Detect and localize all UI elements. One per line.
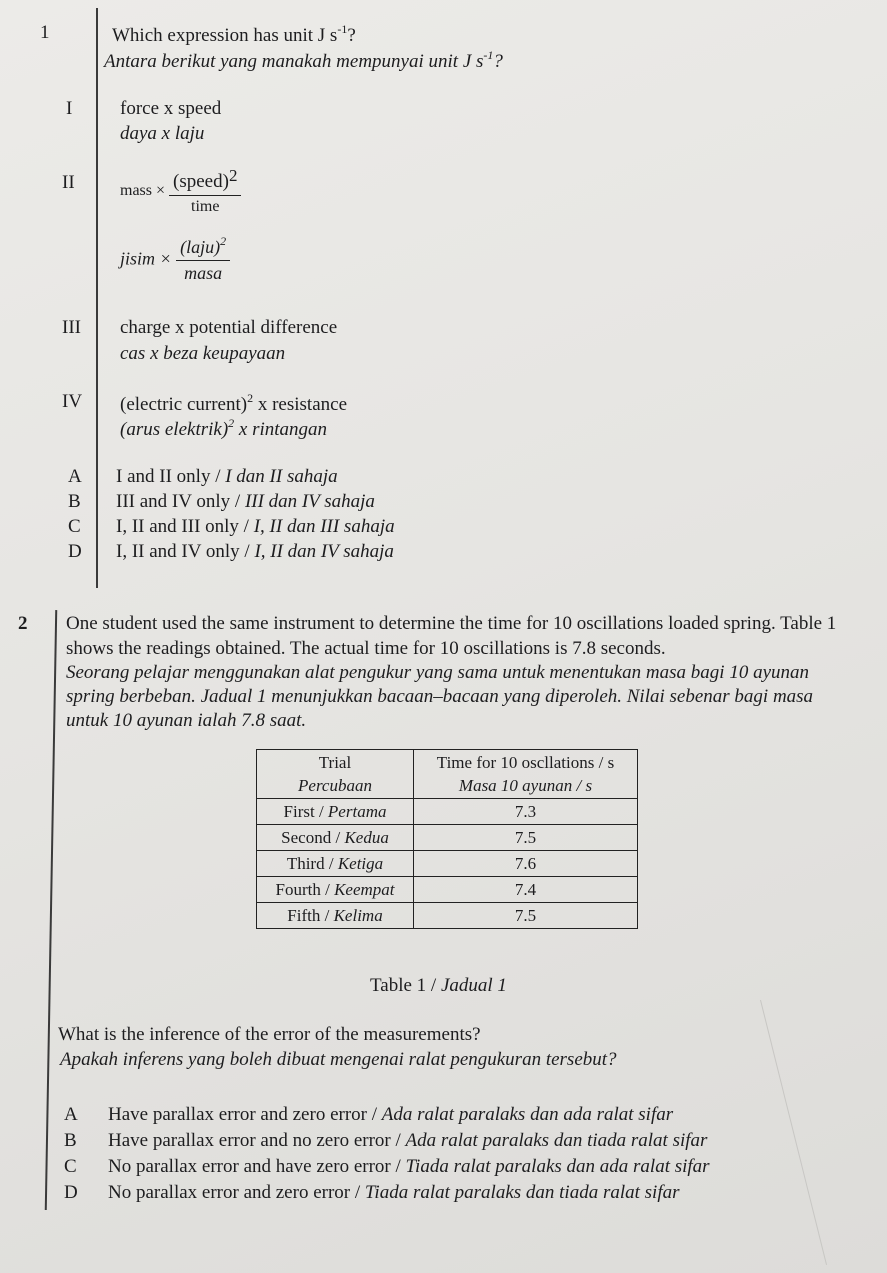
- statement-iii-en: charge x potential difference: [120, 317, 338, 338]
- time-cell: 7.3: [414, 799, 638, 825]
- statement-iii-ms: cas x beza keupayaan: [120, 343, 286, 364]
- table-row: [257, 799, 638, 825]
- time-cell: 7.4: [414, 877, 638, 903]
- statement-iv-en: (electric current)$^2$ x resistance: [120, 391, 348, 415]
- table-header-row: [257, 750, 638, 799]
- statement-number-i: I: [66, 98, 73, 119]
- question-2-stem-en: What is the inference of the error of the measurements?: [58, 1024, 481, 1045]
- q1-option-b[interactable]: B III and IV only / III dan IV sahaja: [68, 491, 375, 512]
- trial-cell: Fifth / Kelima: [257, 903, 414, 929]
- q1-option-a[interactable]: A I and II only / I dan II sahaja: [68, 466, 338, 487]
- trial-cell: Fourth / Keempat: [257, 877, 414, 903]
- q1-option-c[interactable]: C I, II and III only / I, II dan III sahaja: [68, 516, 395, 537]
- question-2-para-en-line2: shows the readings obtained. The actual time for 10 oscillations is 7.8 seconds.: [66, 638, 666, 659]
- trial-cell: First / Pertama: [257, 799, 414, 825]
- q2-option-b[interactable]: B Have parallax error and no zero error / Ada ralat paralaks dan tiada ralat sifar: [64, 1130, 708, 1151]
- statement-ii-fraction-en: $\frac{\text{(speed)2}}{\text{time}}$: [169, 166, 241, 216]
- margin-rule-q2: [45, 610, 57, 1210]
- statement-iv-ms: (arus elektrik)$^2$ x rintangan: [120, 416, 328, 440]
- time-cell: 7.5: [414, 825, 638, 851]
- statement-ii-en: mass × $\frac{\text{(speed)2}}{\text{time}}$: [120, 166, 241, 216]
- trial-cell: Second / Kedua: [257, 825, 414, 851]
- header-trial: Trial Percubaan: [257, 750, 414, 799]
- page-fold-line: [760, 1000, 827, 1265]
- q2-option-d[interactable]: D No parallax error and zero error / Tiada ralat paralaks dan tiada ralat sifar: [64, 1182, 680, 1203]
- readings-table: [256, 749, 638, 929]
- question-2-para-ms-line2: spring berbeban. Jadual 1 menunjukkan bacaan–bacaan yang diperoleh. Nilai sebenar bagi masa: [66, 686, 814, 707]
- question-2-para-ms-line1: Seorang pelajar menggunakan alat pengukur yang sama untuk menentukan masa bagi 10 ayunan: [66, 662, 810, 683]
- table-row: [257, 825, 638, 851]
- question-1-stem-en: Which expression has unit J $s^{-1}$?: [112, 22, 356, 46]
- header-time: Time for 10 oscllations / s Masa 10 ayunan / s: [414, 750, 638, 799]
- trial-cell: Third / Ketiga: [257, 851, 414, 877]
- q2-option-a[interactable]: A Have parallax error and zero error / Ada ralat paralaks dan ada ralat sifar: [64, 1104, 674, 1125]
- q2-option-c[interactable]: C No parallax error and have zero error / Tiada ralat paralaks dan ada ralat sifar: [64, 1156, 710, 1177]
- table-caption: Table 1 / Jadual 1: [370, 975, 507, 996]
- question-2-number: 2: [18, 613, 28, 634]
- question-1-stem-ms: Antara berikut yang manakah mempunyai unit J $s^{-1}$?: [104, 48, 503, 72]
- statement-i-ms: daya x laju: [120, 123, 205, 144]
- table-row: [257, 877, 638, 903]
- statement-number-iv: IV: [62, 391, 83, 412]
- statement-i-en: force x speed: [120, 98, 222, 119]
- time-cell: 7.6: [414, 851, 638, 877]
- q1-option-d[interactable]: D I, II and IV only / I, II dan IV sahaja: [68, 541, 394, 562]
- table-row: [257, 903, 638, 929]
- question-2-stem-ms: Apakah inferens yang boleh dibuat mengenai ralat pengukuran tersebut?: [60, 1049, 617, 1070]
- statement-number-iii: III: [62, 317, 81, 338]
- table-row: [257, 851, 638, 877]
- statement-ii-ms: jisim × $\frac{(laju)^2}{\text{masa}}$: [120, 234, 230, 284]
- statement-number-ii: II: [62, 172, 75, 193]
- time-cell: 7.5: [414, 903, 638, 929]
- question-2-para-ms-line3: untuk 10 ayunan ialah 7.8 saat.: [66, 710, 307, 731]
- question-2-para-en-line1: One student used the same instrument to determine the time for 10 oscillations loaded spring. Table 1: [66, 613, 837, 634]
- question-1-number: 1: [40, 22, 50, 43]
- statement-ii-fraction-ms: $\frac{(laju)^2}{\text{masa}}$: [176, 234, 230, 284]
